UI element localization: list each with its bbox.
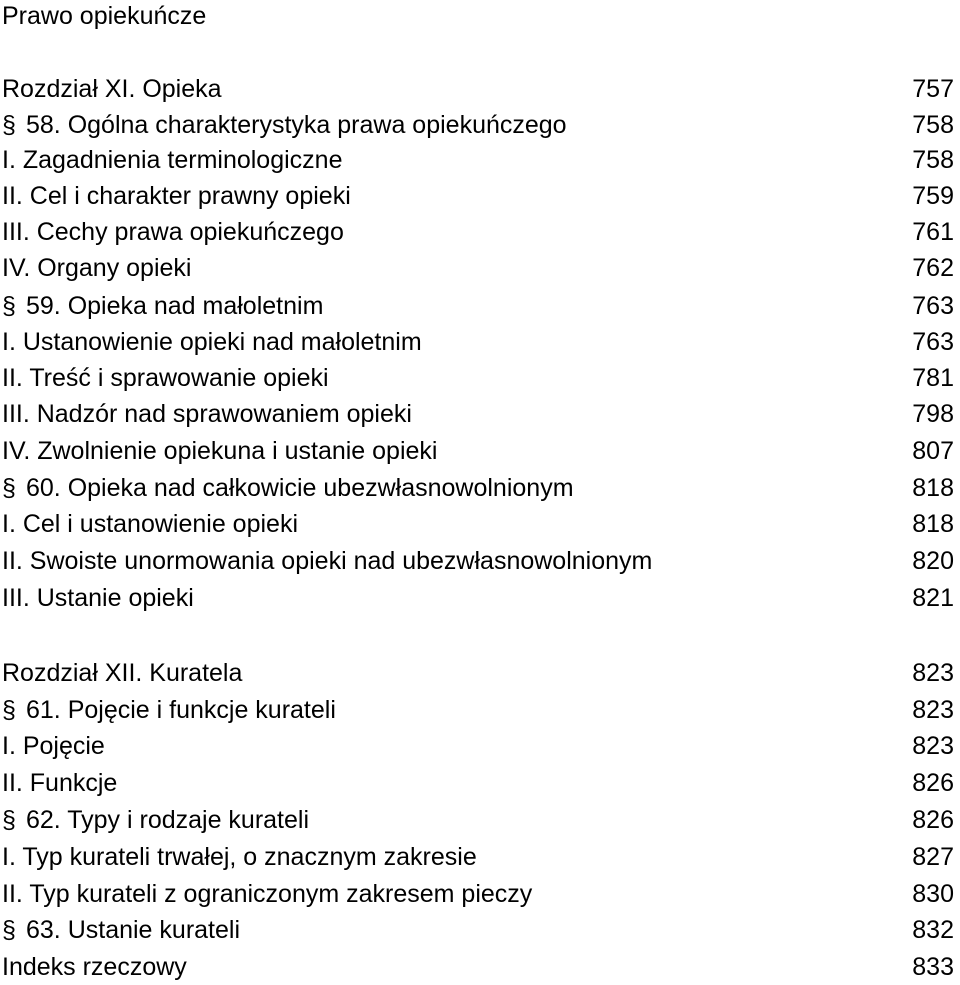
toc-entry xyxy=(2,215,954,249)
toc-entry-page-number: 781 xyxy=(912,364,954,392)
toc-entry-label-wrap xyxy=(2,397,412,431)
toc-entry-page-number: 761 xyxy=(912,218,954,246)
toc-entry-label: III. Cechy prawa opiekuńczego xyxy=(2,218,344,246)
toc-entry-page-number: 818 xyxy=(912,510,954,538)
toc-entry xyxy=(2,108,954,142)
toc-entry xyxy=(2,434,954,468)
toc-entry-label: II. Typ kurateli z ograniczonym zakresem pieczy xyxy=(2,880,533,908)
toc-entry-page-number: 763 xyxy=(912,292,954,320)
toc-entry xyxy=(2,361,954,395)
toc-entry-label: IV. Zwolnienie opiekuna i ustanie opieki xyxy=(2,437,438,465)
toc-entry-page-number: 807 xyxy=(912,437,954,465)
toc-entry xyxy=(2,143,954,177)
toc-entry-page-number: 820 xyxy=(912,547,954,575)
toc-entry-page-number: 823 xyxy=(912,659,954,687)
toc-entry-label-wrap xyxy=(2,179,351,213)
toc-entry-label-wrap xyxy=(2,913,240,947)
toc-entry-label: 62. Typy i rodzaje kurateli xyxy=(26,806,310,834)
toc-entry-label: I. Typ kurateli trwałej, o znacznym zakresie xyxy=(2,843,477,871)
toc-entry xyxy=(2,729,954,763)
toc-entry xyxy=(2,72,954,106)
toc-entry-label-wrap xyxy=(2,656,242,690)
section-sign-icon: § xyxy=(2,806,16,834)
toc-entry-label-wrap xyxy=(2,72,222,106)
toc-entry xyxy=(2,507,954,541)
toc-entry xyxy=(2,397,954,431)
toc-entry-label-wrap xyxy=(2,877,532,911)
section-sign-icon: § xyxy=(2,111,16,139)
toc-entry xyxy=(2,766,954,800)
section-sign-icon: § xyxy=(2,916,16,944)
toc-entry xyxy=(2,581,954,615)
toc-entry-page-number: 757 xyxy=(912,75,954,103)
toc-entry xyxy=(2,289,954,323)
toc-entry-label-wrap xyxy=(2,108,567,142)
toc-entry xyxy=(2,325,954,359)
toc-entry-label: Rozdział XI. Opieka xyxy=(2,75,222,103)
toc-entry-label-wrap xyxy=(2,766,117,800)
toc-entry-label: 63. Ustanie kurateli xyxy=(26,916,241,944)
toc-entry-label: I. Pojęcie xyxy=(2,732,105,760)
toc-entry xyxy=(2,179,954,213)
toc-entry-label: Indeks rzeczowy xyxy=(2,953,187,981)
toc-entry-label: 59. Opieka nad małoletnim xyxy=(26,292,324,320)
toc-entry-page-number: 762 xyxy=(912,254,954,282)
toc-entry-label-wrap xyxy=(2,289,323,323)
toc-entry-label-wrap xyxy=(2,251,191,285)
toc-entry-label: 58. Ogólna charakterystyka prawa opiekuńczego xyxy=(26,111,567,139)
toc-entry xyxy=(2,803,954,837)
toc-entry-label: II. Treść i sprawowanie opieki xyxy=(2,364,329,392)
toc-entry-label-wrap xyxy=(2,434,437,468)
toc-entry-page-number: 830 xyxy=(912,880,954,908)
toc-entry-label-wrap xyxy=(2,361,329,395)
toc-entry-page-number: 818 xyxy=(912,474,954,502)
toc-entry xyxy=(2,544,954,578)
toc-entry-label: II. Funkcje xyxy=(2,769,118,797)
toc-entry-label-wrap xyxy=(2,950,187,984)
toc-entry-page-number: 826 xyxy=(912,769,954,797)
toc-entry-label-wrap xyxy=(2,507,298,541)
toc-entry-page-number: 826 xyxy=(912,806,954,834)
toc-entry-label-wrap xyxy=(2,581,194,615)
document-title: Prawo opiekuńcze xyxy=(2,2,207,30)
toc-entry-label: II. Swoiste unormowania opieki nad ubezwłasnowolnionym xyxy=(2,547,653,575)
toc-entry xyxy=(2,251,954,285)
toc-entry-page-number: 798 xyxy=(912,400,954,428)
toc-entry xyxy=(2,877,954,911)
toc-entry xyxy=(2,693,954,727)
toc-entry-page-number: 823 xyxy=(912,732,954,760)
section-sign-icon: § xyxy=(2,292,16,320)
toc-entry xyxy=(2,471,954,505)
toc-entry-label-wrap xyxy=(2,325,422,359)
toc-entry-page-number: 823 xyxy=(912,696,954,724)
toc-entry-label: I. Cel i ustanowienie opieki xyxy=(2,510,298,538)
toc-entry-page-number: 821 xyxy=(912,584,954,612)
toc-entry-label: III. Nadzór nad sprawowaniem opieki xyxy=(2,400,412,428)
toc-entry-page-number: 833 xyxy=(912,953,954,981)
toc-entry xyxy=(2,950,954,984)
toc-entry xyxy=(2,840,954,874)
toc-entry xyxy=(2,656,954,690)
toc-entry-label: II. Cel i charakter prawny opieki xyxy=(2,182,351,210)
toc-entry-label: III. Ustanie opieki xyxy=(2,584,194,612)
toc-entry-label-wrap xyxy=(2,840,477,874)
toc-entry-label-wrap xyxy=(2,729,105,763)
toc-entry-page-number: 759 xyxy=(912,182,954,210)
toc-entry-page-number: 758 xyxy=(912,146,954,174)
toc-entry-label-wrap xyxy=(2,143,342,177)
toc-entry-label: Rozdział XII. Kuratela xyxy=(2,659,243,687)
toc-entry-label-wrap xyxy=(2,803,309,837)
toc-entry-label-wrap xyxy=(2,215,344,249)
toc-entry-label-wrap xyxy=(2,544,652,578)
toc-entry-label: I. Zagadnienia terminologiczne xyxy=(2,146,343,174)
toc-entry-label-wrap xyxy=(2,471,574,505)
toc-entry-label: 61. Pojęcie i funkcje kurateli xyxy=(26,696,336,724)
toc-entry-page-number: 827 xyxy=(912,843,954,871)
toc-entry xyxy=(2,913,954,947)
section-sign-icon: § xyxy=(2,474,16,502)
toc-entry-page-number: 763 xyxy=(912,328,954,356)
toc-entry-label: 60. Opieka nad całkowicie ubezwłasnowolnionym xyxy=(26,474,574,502)
toc-entry-page-number: 758 xyxy=(912,111,954,139)
section-sign-icon: § xyxy=(2,696,16,724)
toc-entry-label-wrap xyxy=(2,693,336,727)
toc-entry-page-number: 832 xyxy=(912,916,954,944)
toc-entry-label: IV. Organy opieki xyxy=(2,254,192,282)
toc-entry-label: I. Ustanowienie opieki nad małoletnim xyxy=(2,328,422,356)
